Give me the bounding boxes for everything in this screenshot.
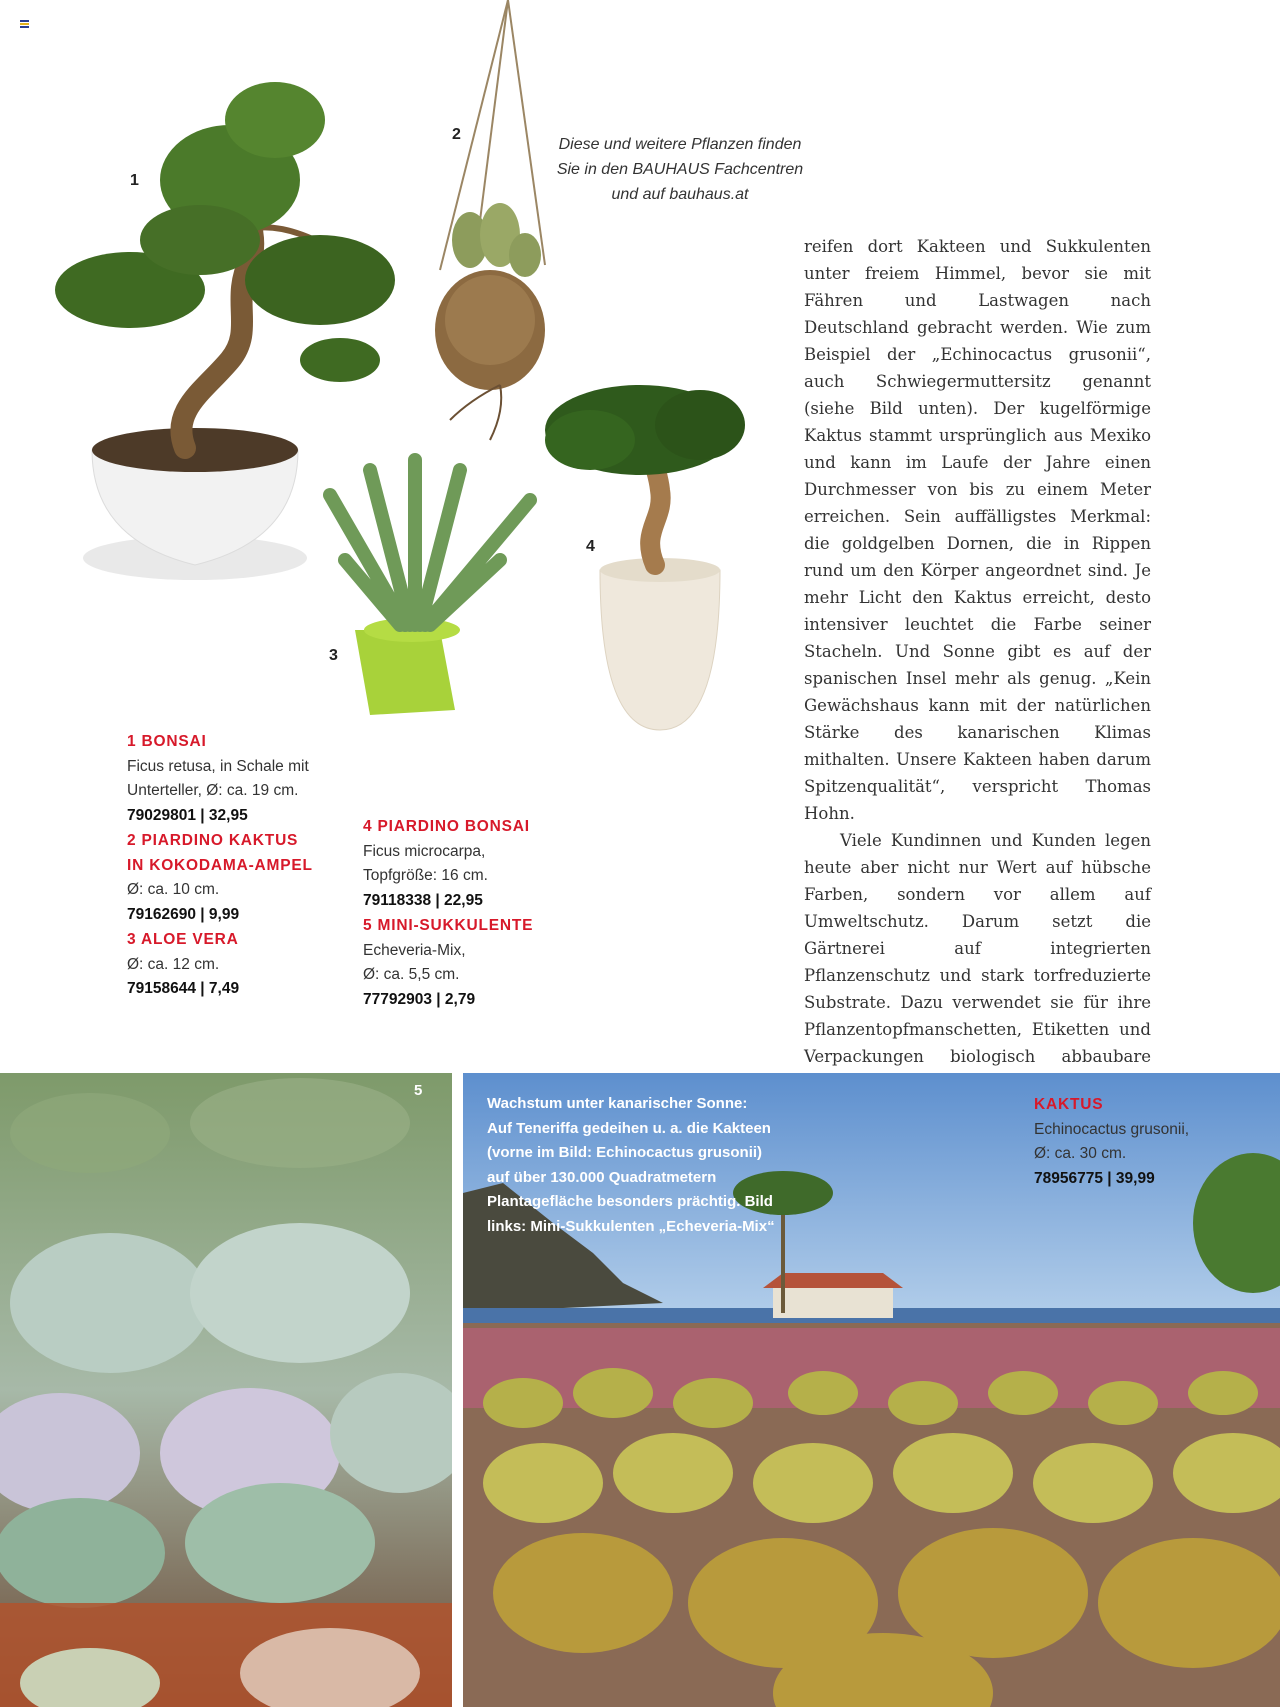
photo-caption-line: links: Mini-Sukkulenten „Echeveria-Mix“ (487, 1217, 775, 1235)
photo-caption-line: (vorne im Bild: Echinocactus grusonii) (487, 1144, 763, 1162)
plant-number-4: 4 (586, 538, 595, 555)
product-title: 4 PIARDINO BONSAI (363, 818, 530, 835)
product-desc: Topfgröße: 16 cm. (363, 867, 488, 884)
product-kaktus (127, 829, 313, 927)
product-title: IN KOKODAMA-AMPEL (127, 856, 313, 874)
product-desc: Ø: ca. 10 cm. (127, 881, 220, 898)
article-body (804, 233, 1151, 1124)
product-desc: Ficus retusa, in Schale mit (127, 757, 309, 775)
photo-caption-line: auf über 130.000 Quadratmetern (487, 1168, 717, 1186)
caption-line: Diese und weitere Pflanzen finden (558, 136, 802, 153)
aloe-illustration (330, 460, 530, 715)
product-code: 79162690 | 9,99 (127, 905, 240, 923)
product-code: 77792903 | 2,79 (363, 990, 476, 1008)
product-desc: Ø: ca. 30 cm. (1034, 1145, 1127, 1162)
product-desc: Unterteller, Ø: ca. 19 cm. (127, 782, 299, 799)
product-title: KAKTUS (1034, 1096, 1104, 1113)
photo-number-5: 5 (414, 1082, 423, 1099)
photo-caption (487, 1092, 787, 1240)
product-mini-sukkulente (363, 914, 533, 1012)
product-code: 78956775 | 39,99 (1034, 1169, 1155, 1187)
product-desc: Echinocactus grusonii, (1034, 1120, 1190, 1138)
product-kaktus-info (1034, 1093, 1189, 1191)
photo-caption-line: Auf Teneriffa gedeihen u. a. die Kakteen (487, 1119, 771, 1137)
product-desc: Echeveria-Mix, (363, 941, 466, 959)
plant-illustrations (0, 0, 800, 760)
product-desc: Ø: ca. 5,5 cm. (363, 966, 460, 983)
product-code: 79118338 | 22,95 (363, 891, 483, 909)
caption-line: und auf bauhaus.at (611, 186, 749, 203)
product-desc: Ficus microcarpa, (363, 842, 486, 860)
ginseng-bonsai-illustration (545, 385, 745, 730)
product-title: 2 PIARDINO KAKTUS (127, 832, 299, 849)
photo-caption-line: Wachstum unter kanarischer Sonne: (487, 1095, 748, 1112)
article-paragraph: reifen dort Kakteen und Sukkulenten unter freiem Himmel, bevor sie mit Fähren und Lastwagen nach Deutschland gebracht werden. Wie zum Beispiel der „Echinocactus grusonii“, auch Schwiegermuttersitz genannt (siehe Bild unten). Der kugelförmige Kaktus stammt ursprünglich aus Mexiko und kann im Laufe der Jahre einen Durchmesser von bis zu einem Meter erreichen. Sein auffälligstes Merkmal: die goldgelben Dornen, die in Rippen rund um den Körper angeordnet sind. Je mehr Licht den Kaktus erreicht, desto intensiver leuchtet die Farbe seiner Stacheln. Und Sonne gibt es auf der spanischen Insel mehr als genug. „Kein Gewächshaus kann mit der natürlichen Stärke des kanarischen Klimas mithalten. Unsere Kakteen haben darum Spitzenqualität“, verspricht Thomas Hohn. (804, 237, 1151, 823)
product-code: 79029801 | 32,95 (127, 806, 248, 824)
photo-caption-line: Plantagefläche besonders prächtig. Bild (487, 1193, 773, 1211)
product-list-right (363, 815, 533, 1012)
product-aloe (127, 928, 313, 1002)
plant-number-3: 3 (329, 647, 338, 664)
product-title: 3 ALOE VERA (127, 931, 239, 948)
succulents-photo (0, 1073, 452, 1707)
kokedama-illustration (435, 0, 545, 440)
article-paragraph: Viele Kundinnen und Kunden legen heute aber nicht nur Wert auf hübsche Farben, sondern vor allem auf Umweltschutz. Darum setzt die Gärtnerei auf integrierten Pflanzenschutz und stark torfreduzierte Substrate. Dazu verwendet sie für ihre Pflanzentopfmanschetten, Etiketten und Verpackungen biologisch abbaubare (804, 831, 1151, 1066)
product-bonsai (127, 730, 313, 828)
plant-number-1: 1 (130, 172, 139, 189)
product-list-left (127, 730, 313, 1002)
product-desc: Ø: ca. 12 cm. (127, 955, 220, 973)
store-caption (540, 132, 820, 207)
caption-line: Sie in den BAUHAUS Fachcentren (556, 161, 804, 178)
product-code: 79158644 | 7,49 (127, 980, 240, 997)
product-piardino-bonsai (363, 815, 533, 913)
product-title: 5 MINI-SUKKULENTE (363, 917, 534, 934)
plant-number-2: 2 (452, 126, 461, 143)
product-title: 1 BONSAI (127, 733, 207, 750)
